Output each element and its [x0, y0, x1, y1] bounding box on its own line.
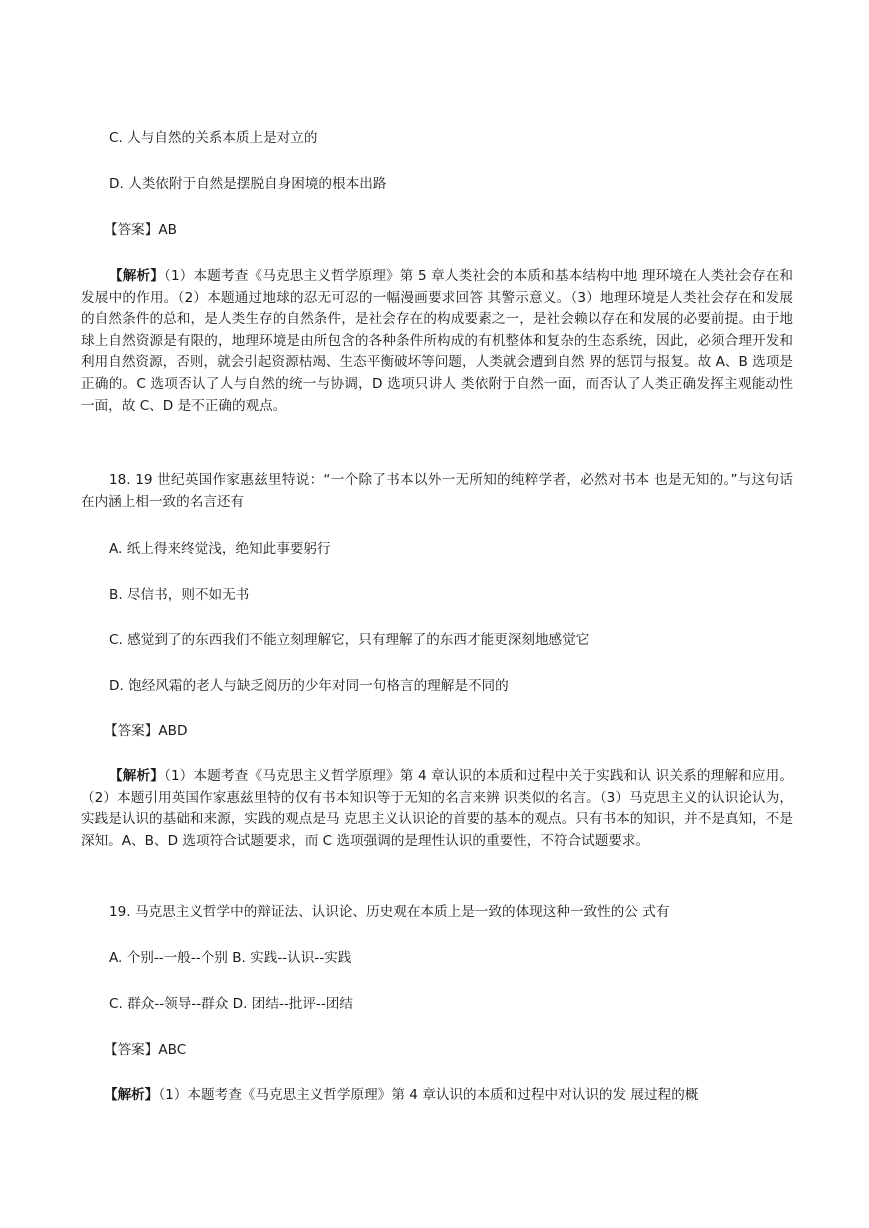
- q18-option-d: D. 饱经风霜的老人与缺乏阅历的少年对同一句格言的理解是不同的: [109, 678, 509, 694]
- q18-option-a: A. 纸上得来终觉浅，绝知此事要躬行: [109, 541, 331, 557]
- answer-value: ABC: [158, 1042, 187, 1058]
- answer-tag: 【答案】: [104, 723, 159, 739]
- q17-option-d: D. 人类依附于自然是摆脱自身困境的根本出路: [109, 176, 387, 192]
- explanation-tag: 【解析】: [109, 768, 165, 784]
- explanation-tag: 【解析】: [104, 1087, 159, 1103]
- answer-value: AB: [158, 222, 178, 238]
- answer-tag: 【答案】: [104, 222, 159, 238]
- q18-answer: [104, 721, 816, 743]
- q18-stem: 18. 19 世纪英国作家惠兹里特说：“一个除了书本以外一无所知的纯粹学者，必然对书本 也是无知的。”与这句话在内涵上相一致的名言还有: [81, 472, 793, 510]
- q18-option-b: B. 尽信书，则不如无书: [109, 587, 250, 603]
- q18-explanation: [81, 766, 793, 878]
- explanation-text: （1）本题考查《马克思主义哲学原理》第 5 章人类社会的本质和基本结构中地 理环境在人类社会存在和发展中的作用。（2）本题通过地球的忍无可忍的一幅漫画要求回答 其警示意义。（3）地理环境是人类社会存在和发展的自然条件的总和，是人类生存的自然条件，是社会存在的构成要素之一，是社会赖以存在和发展的必要前提。由于地球上自然资源是有限的，地理环境是由所包含的各种条件所构成的有机整体和复杂的生态系统，因此，必须合理开发和利用自然资源，否则，就会引起资源枯竭、生态平衡破坏等问题，人类就会遭到自然 界的惩罚与报复。故 A、B 选项是正确的。C 选项否认了人与自然的统一与协调，D 选项只讲人 类依附于自然一面，而否认了人类正确发挥主观能动性一面，故 C、D 是不正确的观点。: [81, 268, 793, 414]
- answer-tag: 【答案】: [104, 1042, 159, 1058]
- explanation-text: （1）本题考查《马克思主义哲学原理》第 4 章认识的本质和过程中对认识的发 展过程的概: [158, 1087, 699, 1103]
- explanation-text: （1）本题考查《马克思主义哲学原理》第 4 章认识的本质和过程中关于实践和认 识关系的理解和应用。（2）本题引用英国作家惠兹里特的仅有书本知识等于无知的名言来辨 识类似的名言。（3）马克思主义的认识论认为，实践是认识的基础和来源，实践的观点是马 克思主义认识论的首要的基本的观点。只有书本的知识，并不是真知，不是深知。A、B、D 选项符合试题要求，而 C 选项强调的是理性认识的重要性，不符合试题要求。: [81, 768, 793, 849]
- q18-option-c: C. 感觉到了的东西我们不能立刻理解它，只有理解了的东西才能更深刻地感觉它: [109, 632, 590, 648]
- q19-stem: 19. 马克思主义哲学中的辩证法、认识论、历史观在本质上是一致的体现这种一致性的公 式有: [109, 904, 670, 920]
- q19-answer: [104, 1040, 816, 1062]
- q17-option-c: C. 人与自然的关系本质上是对立的: [109, 130, 318, 146]
- q17-answer: [104, 220, 816, 242]
- q17-explanation: [81, 266, 793, 446]
- q19-explanation: [104, 1085, 793, 1107]
- explanation-tag: 【解析】: [109, 268, 165, 284]
- q19-options-ab: A. 个别--一般--个别 B. 实践--认识--实践: [109, 950, 352, 966]
- q19-options-cd: C. 群众--领导--群众 D. 团结--批评--团结: [109, 996, 353, 1012]
- answer-value: ABD: [158, 723, 188, 739]
